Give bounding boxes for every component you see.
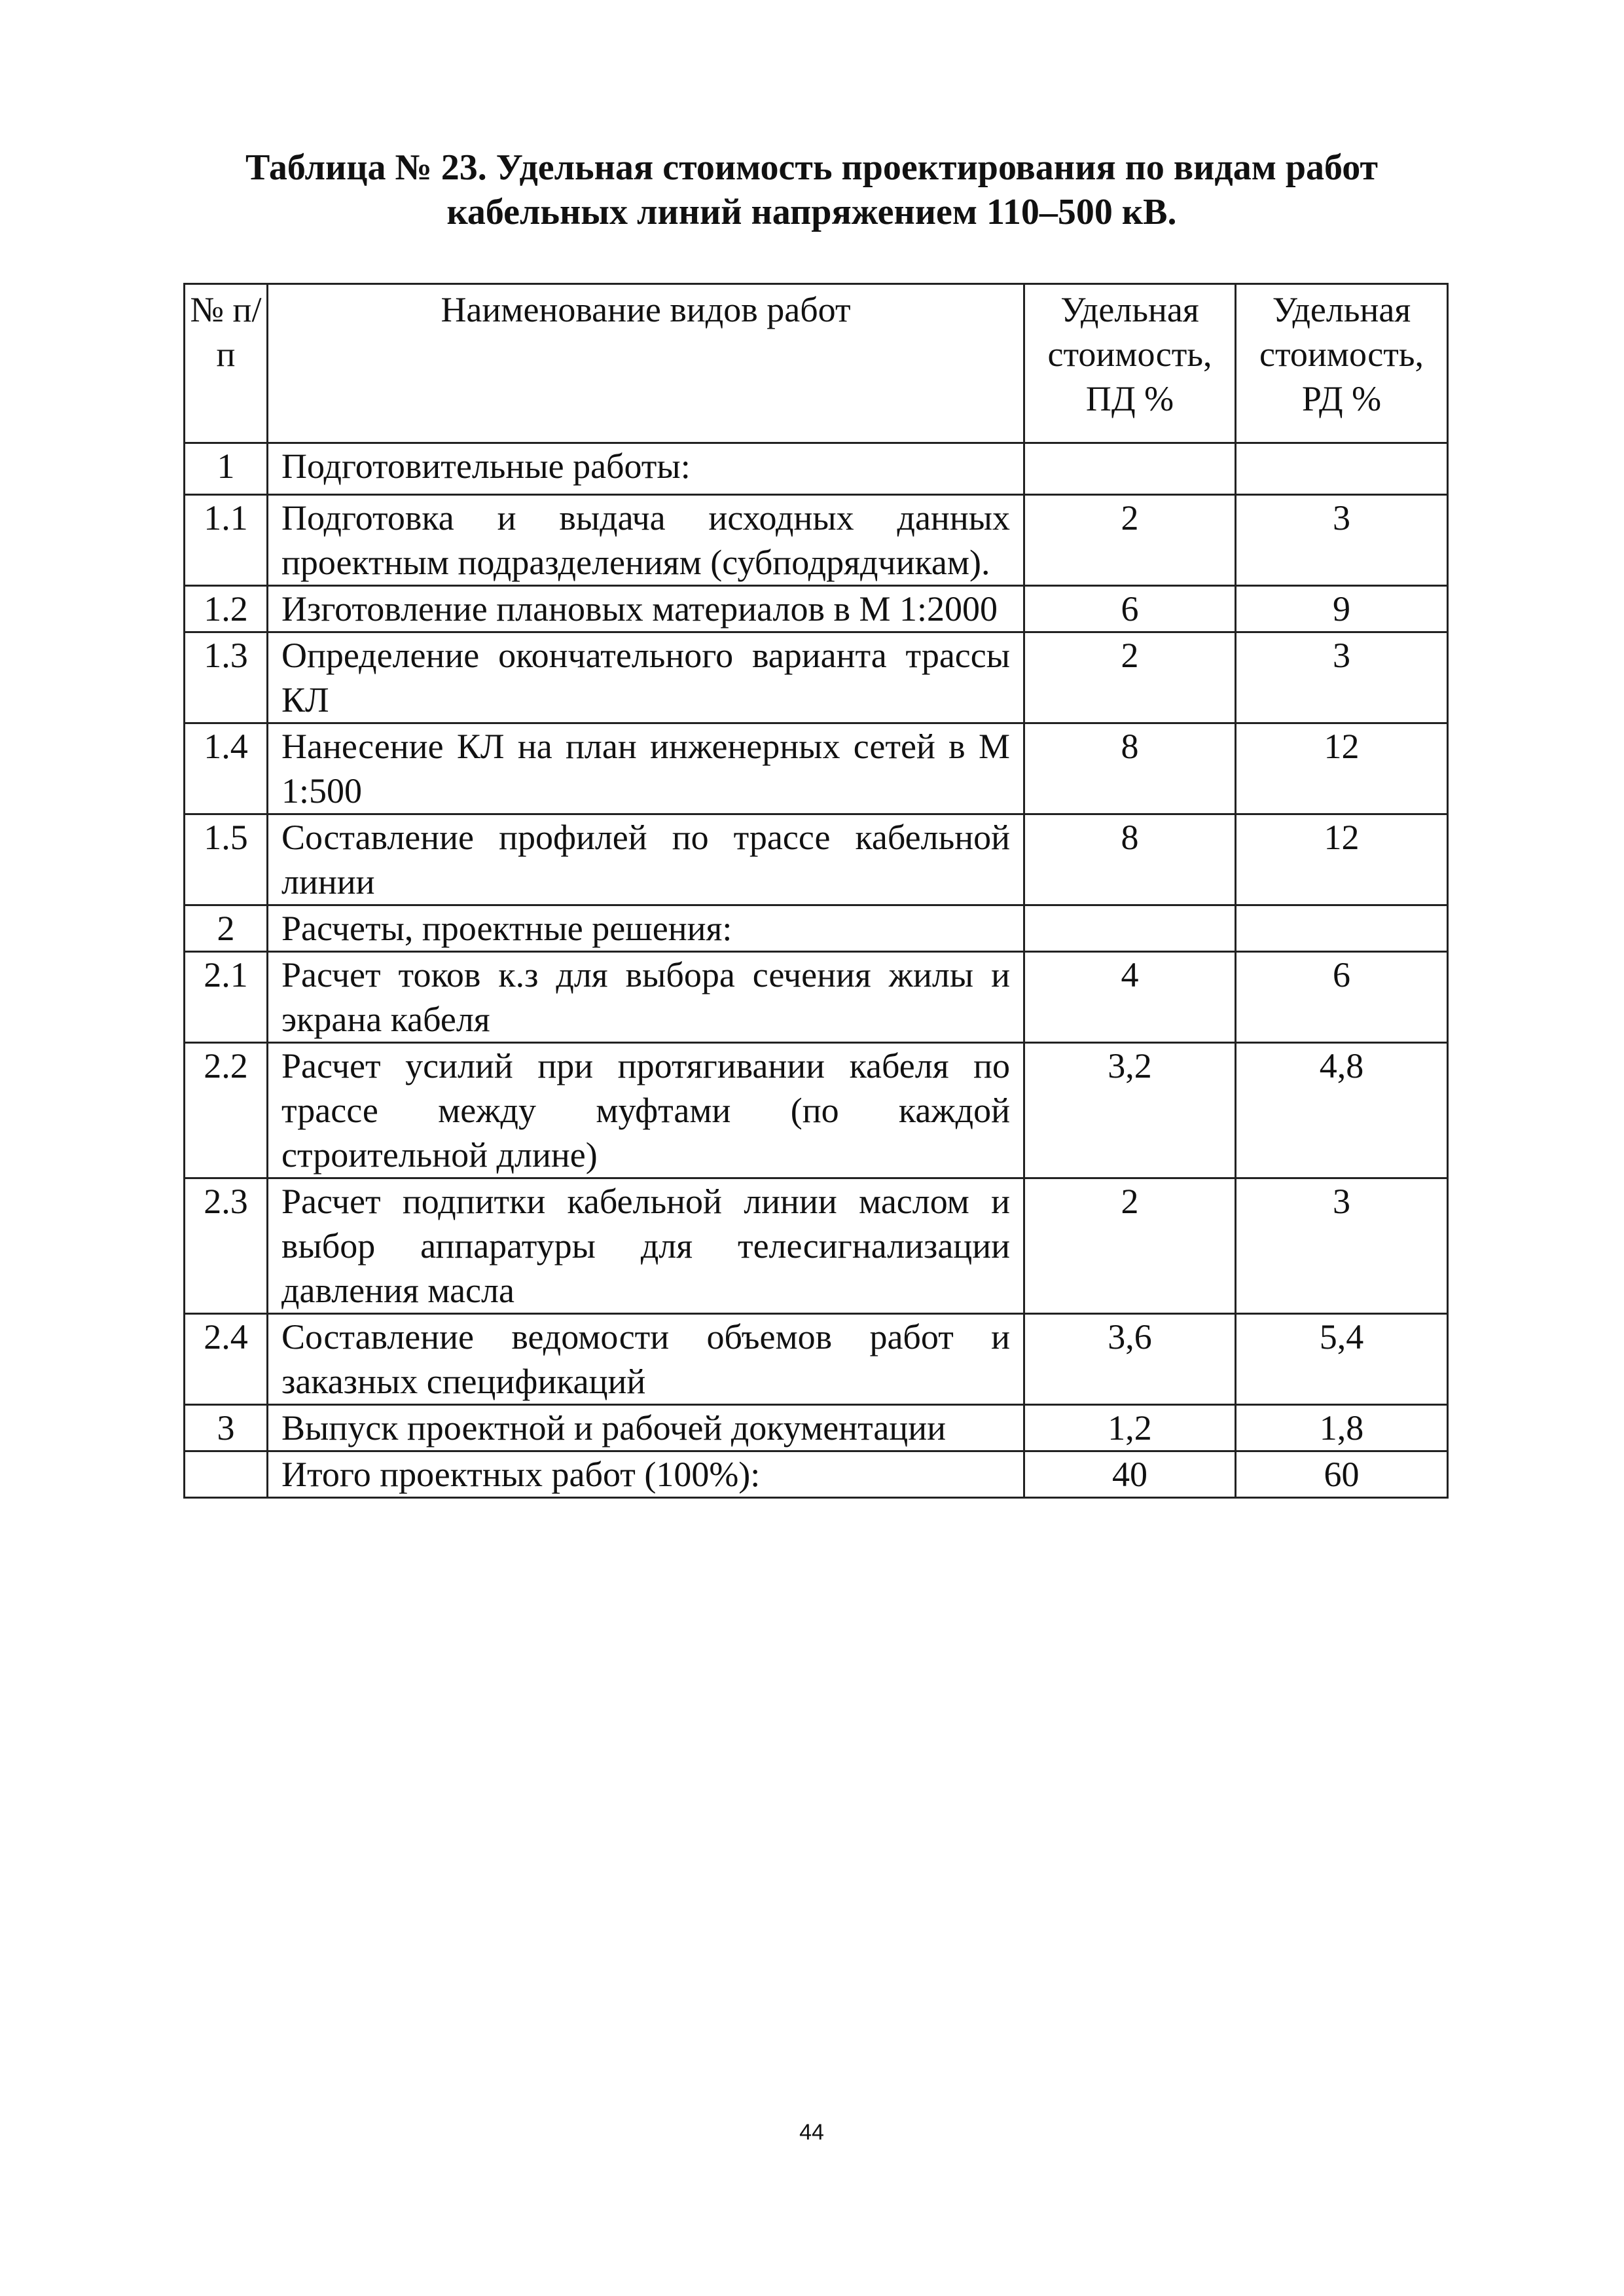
page-title-line-1: Таблица № 23. Удельная стоимость проектирования по видам работ <box>245 147 1379 188</box>
row-pd-cost: 6 <box>1024 586 1236 632</box>
table-row <box>185 814 1448 905</box>
row-rd-cost: 3 <box>1236 632 1448 723</box>
row-number: 2.3 <box>185 1178 268 1314</box>
row-work-name: Подготовительные работы: <box>268 443 1024 495</box>
row-number <box>185 1451 268 1498</box>
row-pd-cost: 2 <box>1024 1178 1236 1314</box>
row-pd-cost <box>1024 443 1236 495</box>
row-pd-cost: 8 <box>1024 723 1236 814</box>
table-row <box>185 1405 1448 1451</box>
header-work-name: Наименование видов работ <box>268 284 1024 443</box>
table-row <box>185 1043 1448 1178</box>
table-row <box>185 1178 1448 1314</box>
table-row <box>185 632 1448 723</box>
table-header-row <box>185 284 1448 443</box>
row-work-name: Выпуск проектной и рабочей документации <box>268 1405 1024 1451</box>
row-number: 1 <box>185 443 268 495</box>
table-row <box>185 723 1448 814</box>
page-title <box>183 145 1440 234</box>
page-title-line-2: кабельных линий напряжением 110–500 кВ. <box>446 192 1177 232</box>
row-rd-cost: 60 <box>1236 1451 1448 1498</box>
row-rd-cost: 3 <box>1236 495 1448 586</box>
page-number: 44 <box>799 2120 824 2145</box>
cost-table <box>183 283 1449 1499</box>
row-work-name: Составление ведомости объемов работ и заказных спецификаций <box>268 1314 1024 1405</box>
row-number: 1.5 <box>185 814 268 905</box>
row-pd-cost: 2 <box>1024 632 1236 723</box>
row-rd-cost <box>1236 905 1448 952</box>
row-pd-cost: 2 <box>1024 495 1236 586</box>
row-pd-cost: 1,2 <box>1024 1405 1236 1451</box>
row-work-name: Нанесение КЛ на план инженерных сетей в М 1:500 <box>268 723 1024 814</box>
row-pd-cost: 40 <box>1024 1451 1236 1498</box>
row-work-name: Расчеты, проектные решения: <box>268 905 1024 952</box>
row-number: 2.1 <box>185 952 268 1043</box>
row-work-name: Расчет усилий при протягивании кабеля по трассе между муфтами (по каждой строительной длине) <box>268 1043 1024 1178</box>
row-work-name: Расчет подпитки кабельной линии маслом и выбор аппаратуры для телесигнализации давления масла <box>268 1178 1024 1314</box>
row-rd-cost: 6 <box>1236 952 1448 1043</box>
table-row <box>185 905 1448 952</box>
row-rd-cost: 5,4 <box>1236 1314 1448 1405</box>
row-rd-cost: 12 <box>1236 723 1448 814</box>
row-work-name: Изготовление плановых материалов в М 1:2000 <box>268 586 1024 632</box>
row-pd-cost: 4 <box>1024 952 1236 1043</box>
row-pd-cost <box>1024 905 1236 952</box>
header-number: № п/п <box>185 284 268 443</box>
row-number: 1.1 <box>185 495 268 586</box>
table-row <box>185 952 1448 1043</box>
table-row <box>185 443 1448 495</box>
header-pd-cost: Удельная стоимость, ПД % <box>1024 284 1236 443</box>
row-rd-cost: 12 <box>1236 814 1448 905</box>
row-pd-cost: 8 <box>1024 814 1236 905</box>
header-rd-cost: Удельная стоимость, РД % <box>1236 284 1448 443</box>
row-work-name: Подготовка и выдача исходных данных проектным подразделениям (субподрядчикам). <box>268 495 1024 586</box>
row-rd-cost <box>1236 443 1448 495</box>
row-number: 1.3 <box>185 632 268 723</box>
row-work-name: Составление профилей по трассе кабельной линии <box>268 814 1024 905</box>
row-pd-cost: 3,2 <box>1024 1043 1236 1178</box>
row-rd-cost: 1,8 <box>1236 1405 1448 1451</box>
row-number: 2 <box>185 905 268 952</box>
row-work-name: Итого проектных работ (100%): <box>268 1451 1024 1498</box>
table-row <box>185 495 1448 586</box>
row-number: 2.2 <box>185 1043 268 1178</box>
table-total-row <box>185 1451 1448 1498</box>
row-rd-cost: 4,8 <box>1236 1043 1448 1178</box>
row-work-name: Расчет токов к.з для выбора сечения жилы и экрана кабеля <box>268 952 1024 1043</box>
row-number: 1.4 <box>185 723 268 814</box>
row-rd-cost: 9 <box>1236 586 1448 632</box>
row-number: 1.2 <box>185 586 268 632</box>
table-row <box>185 586 1448 632</box>
row-rd-cost: 3 <box>1236 1178 1448 1314</box>
row-work-name: Определение окончательного варианта трассы КЛ <box>268 632 1024 723</box>
table-row <box>185 1314 1448 1405</box>
row-number: 3 <box>185 1405 268 1451</box>
row-pd-cost: 3,6 <box>1024 1314 1236 1405</box>
row-number: 2.4 <box>185 1314 268 1405</box>
